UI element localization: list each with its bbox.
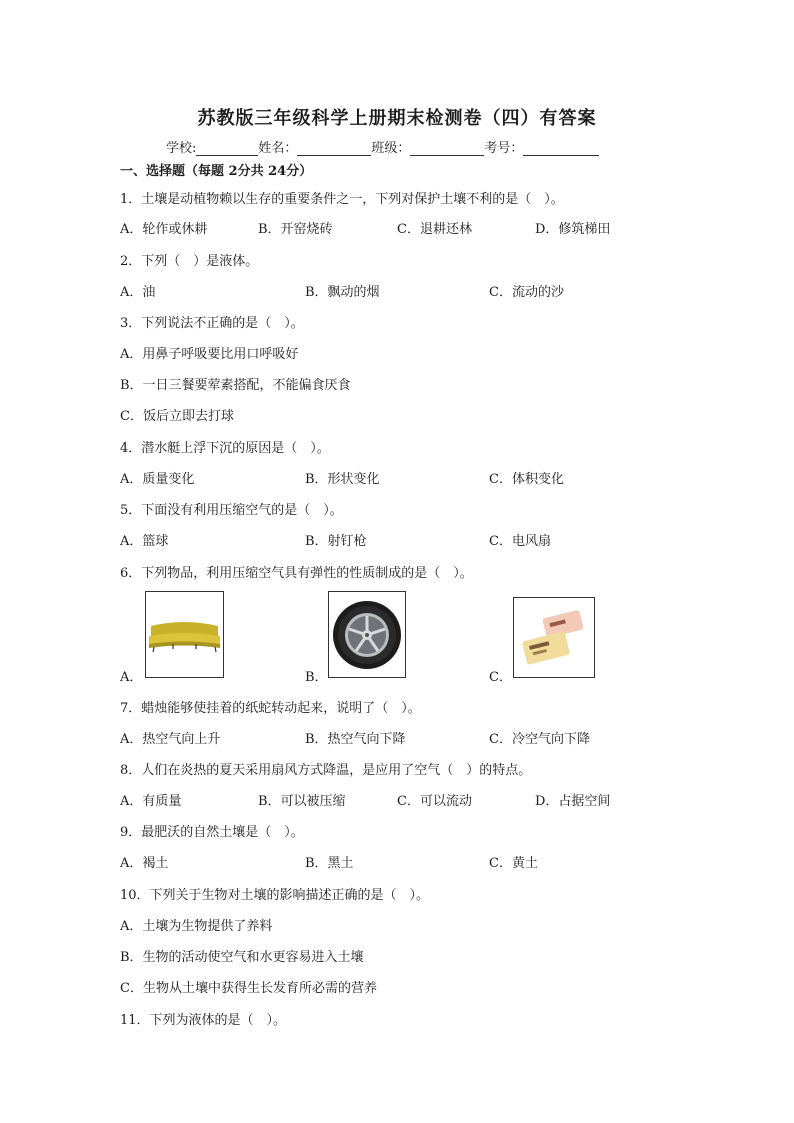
tire-icon — [329, 592, 405, 677]
q8-option-c[interactable]: C．可以流动 — [397, 794, 472, 809]
q7-option-b[interactable]: B．热空气向下降 — [305, 732, 406, 747]
question-10-stem: 10．下列关于生物对土壤的影响描述正确的是（ ）。 — [120, 888, 430, 903]
q2-option-a[interactable]: A．油 — [120, 285, 156, 300]
sofa-icon — [146, 592, 223, 677]
q9-option-b[interactable]: B．黑土 — [305, 856, 354, 871]
q4-option-b[interactable]: B．形状变化 — [305, 472, 380, 487]
question-1-stem: 1．土壤是动植物赖以生存的重要条件之一，下列对保护土壤不利的是（ ）。 — [120, 192, 564, 207]
question-8-stem: 8．人们在炎热的夏天采用扇风方式降温，是应用了空气（ ）的特点。 — [120, 763, 532, 778]
class-label: 班级： — [371, 141, 411, 156]
q3-option-c[interactable]: C．饭后立即去打球 — [120, 409, 234, 424]
question-4-stem: 4．潜水艇上浮下沉的原因是（ ）。 — [120, 441, 330, 456]
q2-option-c[interactable]: C．流动的沙 — [489, 285, 564, 300]
q6-option-b[interactable]: B． — [305, 670, 328, 685]
q8-option-d[interactable]: D．占据空间 — [535, 794, 611, 809]
q6-option-c[interactable]: C． — [489, 670, 512, 685]
question-3-stem: 3．下列说法不正确的是（ ）。 — [120, 316, 304, 331]
section-heading: 一、选择题（每题 2分共 24分） — [120, 164, 313, 179]
eraser-icon — [514, 598, 594, 677]
q10-option-a[interactable]: A．土壤为生物提供了养料 — [120, 919, 273, 934]
q8-option-b[interactable]: B．可以被压缩 — [258, 794, 346, 809]
page-title: 苏教版三年级科学上册期末检测卷（四）有答案 — [197, 108, 597, 129]
q9-option-a[interactable]: A．褐土 — [120, 856, 169, 871]
q9-option-c[interactable]: C．黄土 — [489, 856, 538, 871]
q2-option-b[interactable]: B．飘动的烟 — [305, 285, 380, 300]
q10-option-c[interactable]: C．生物从土壤中获得生长发育所必需的营养 — [120, 981, 377, 996]
name-blank[interactable] — [297, 141, 371, 156]
q1-option-d[interactable]: D．修筑梯田 — [535, 222, 611, 237]
eraser-image[interactable] — [513, 597, 595, 678]
class-blank[interactable] — [410, 141, 484, 156]
q5-option-a[interactable]: A．篮球 — [120, 534, 169, 549]
tire-image[interactable] — [328, 591, 406, 678]
question-6-stem: 6．下列物品，利用压缩空气具有弹性的性质制成的是（ ）。 — [120, 566, 473, 581]
name-label: 姓名： — [258, 141, 298, 156]
student-info-line — [166, 137, 599, 156]
q5-option-c[interactable]: C．电风扇 — [489, 534, 551, 549]
q3-option-b[interactable]: B．一日三餐要荤素搭配，不能偏食厌食 — [120, 378, 351, 393]
q4-option-a[interactable]: A．质量变化 — [120, 472, 195, 487]
question-11-stem: 11．下列为液体的是（ ）。 — [120, 1013, 287, 1028]
q10-option-b[interactable]: B．生物的活动使空气和水更容易进入土壤 — [120, 950, 364, 965]
q4-option-c[interactable]: C．体积变化 — [489, 472, 564, 487]
q7-option-a[interactable]: A．热空气向上升 — [120, 732, 221, 747]
question-9-stem: 9．最肥沃的自然土壤是（ ）。 — [120, 825, 304, 840]
number-blank[interactable] — [523, 141, 599, 156]
q1-option-a[interactable]: A．轮作或休耕 — [120, 222, 208, 237]
q6-option-a[interactable]: A． — [120, 670, 143, 685]
school-blank[interactable] — [196, 141, 258, 156]
question-2-stem: 2．下列（ ）是液体。 — [120, 254, 259, 269]
sofa-image[interactable] — [145, 591, 224, 678]
q5-option-b[interactable]: B．射钉枪 — [305, 534, 367, 549]
school-label: 学校: — [166, 141, 197, 156]
q3-option-a[interactable]: A．用鼻子呼吸要比用口呼吸好 — [120, 347, 299, 362]
question-7-stem: 7．蜡烛能够使挂着的纸蛇转动起来，说明了（ ）。 — [120, 701, 421, 716]
q8-option-a[interactable]: A．有质量 — [120, 794, 182, 809]
q1-option-b[interactable]: B．开窑烧砖 — [258, 222, 333, 237]
question-5-stem: 5．下面没有利用压缩空气的是（ ）。 — [120, 503, 343, 518]
q7-option-c[interactable]: C．冷空气向下降 — [489, 732, 590, 747]
number-label: 考号： — [484, 141, 524, 156]
q1-option-c[interactable]: C．退耕还林 — [397, 222, 472, 237]
